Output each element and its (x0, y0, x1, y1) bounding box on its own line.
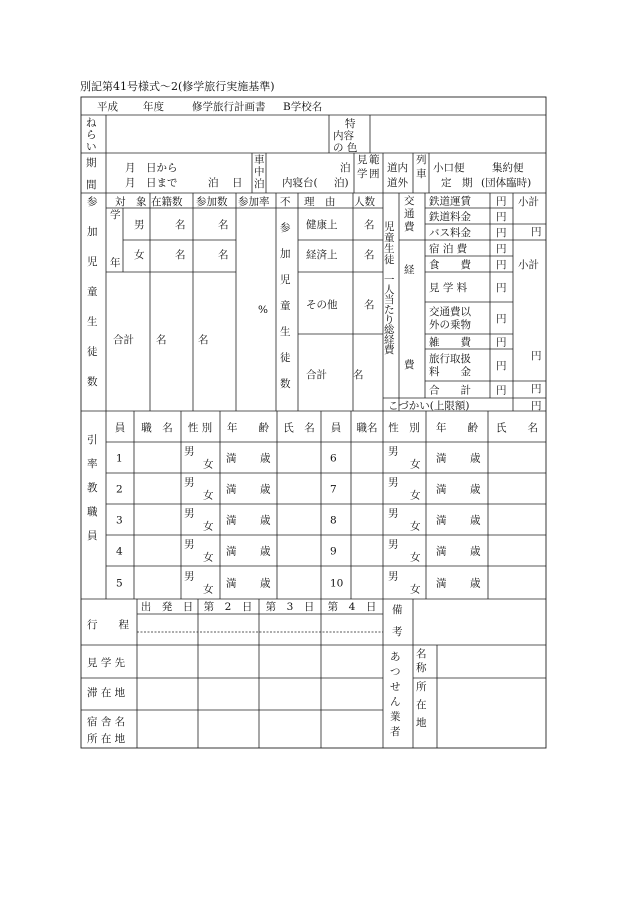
toriatsukai-ryokin-label: 旅行取扱 (429, 353, 471, 365)
shokei-yen: 円 (531, 226, 542, 238)
staff-male: 男 (388, 507, 399, 520)
staff-male: 男 (184, 445, 195, 458)
mei-label: 名 (175, 219, 186, 231)
total-label: 合計 (113, 334, 134, 346)
bus-ryokin-label: バス料金 (429, 227, 471, 239)
staff-female: 女 (410, 458, 421, 471)
shukuhaku-hi-label: 宿 泊 費 (429, 243, 468, 255)
nerai-label: ら (86, 129, 97, 141)
fusan-side-label: 数 (280, 378, 291, 390)
percent-label: % (258, 304, 268, 316)
staff-number: 7 (330, 483, 337, 496)
staff-header: 氏 名 (496, 422, 538, 434)
staff-age: 満 (436, 452, 447, 465)
staff-age: 満 (226, 545, 237, 558)
norimono-hi-label: 外の乗物 (429, 319, 471, 331)
sonota-label: その他 (306, 299, 338, 311)
fusan-side-label: 童 (280, 300, 291, 312)
itinerary-day-header: 第 2 日 (203, 601, 253, 613)
staff-sai: 歳 (470, 452, 481, 465)
tokushoku-label: 特 (345, 118, 356, 130)
staff-number: 1 (116, 452, 123, 465)
staff-female: 女 (203, 520, 214, 533)
staff-header: 氏 名 (283, 422, 315, 434)
school-name-label: B学校名 (283, 101, 323, 113)
zaiseki-header: 在籍数 (151, 196, 183, 208)
itinerary-day-header: 出 発 日 (140, 601, 194, 613)
fusan-side-label: 徒 (280, 352, 291, 364)
staff-side-label: 員 (87, 530, 98, 542)
sanka-side-label: 児 (87, 256, 98, 268)
hitori-side-label: 費 (384, 344, 395, 356)
gakunen-label: 年 (110, 257, 121, 269)
shokei-yen: 円 (531, 350, 542, 362)
kengaku-ryo-label: 見 学 料 (429, 282, 468, 294)
assen-label: つ (390, 666, 401, 678)
hani-label: 囲 (369, 168, 380, 180)
kikan-label: 間 (86, 179, 97, 191)
gyotei-label: 行 程 (87, 619, 129, 631)
staff-female: 女 (203, 551, 214, 564)
sanka-side-label: 参 (87, 196, 98, 208)
keihi-label: 費 (404, 359, 415, 371)
retsu-label: 車 (416, 168, 427, 180)
zappi-yen: 円 (496, 336, 507, 349)
shindai-haku-label: 泊) (334, 177, 349, 189)
staff-number: 2 (116, 483, 123, 496)
dantai-label: (団体臨時) (481, 177, 532, 189)
staff-number: 3 (116, 514, 123, 527)
mei-label: 名 (218, 249, 229, 261)
staff-header: 職 名 (141, 422, 173, 434)
female-label: 女 (134, 249, 145, 261)
staff-age: 満 (226, 452, 237, 465)
hitori-side-label: 経 (384, 334, 395, 346)
staff-male: 男 (184, 476, 195, 489)
fusan-side-label: 参 (280, 222, 291, 234)
date-from-label: 月 日から (125, 162, 178, 174)
jido-side-label: 徒 (384, 254, 395, 266)
fusan-side-label: 児 (280, 274, 291, 286)
shukusha-label: 宿 舎 名 (87, 716, 126, 728)
assen-label: せ (390, 681, 401, 693)
gakunen-label: 学 (110, 209, 121, 221)
assen-label: ん (390, 696, 401, 708)
kenko-label: 健康上 (306, 219, 338, 231)
heisei-label: 平成 (97, 101, 118, 113)
form-title: 別記第41号様式〜2(修学旅行実施基準) (80, 80, 275, 93)
staff-female: 女 (410, 583, 421, 596)
norimono-hi-label: 交通費以 (429, 306, 471, 318)
gokei-yen: 円 (496, 384, 507, 397)
donai-label: 道内 (387, 162, 408, 174)
tetsudo-ryokin-yen: 円 (496, 211, 507, 223)
toriatsukai-ryokin-yen: 円 (496, 360, 507, 372)
staff-sai: 歳 (260, 514, 271, 527)
koguchi-label: 小口便 (433, 162, 465, 174)
haku-label: 泊 (208, 177, 219, 189)
staff-male: 男 (184, 570, 195, 583)
taisho-header: 対 象 (115, 196, 147, 208)
kotsu-label: 費 (404, 221, 415, 233)
tetsudo-ryokin-label: 鉄道料金 (429, 211, 471, 223)
staff-number: 8 (330, 514, 337, 527)
staff-age: 満 (436, 514, 447, 527)
hitori-side-label: 一 (384, 274, 395, 286)
zappi-label: 雑 費 (429, 336, 471, 349)
sankaritsu-header: 参加率 (238, 196, 270, 208)
staff-age: 満 (436, 577, 447, 590)
staff-age: 満 (436, 545, 447, 558)
sanka-side-label: 徒 (87, 346, 98, 358)
shuyaku-label: 集約便 (492, 162, 524, 174)
staff-number: 4 (116, 545, 123, 558)
staff-header: 年 齢 (227, 422, 269, 434)
itinerary-day-header: 第 4 日 (327, 601, 377, 613)
hitori-side-label: り (384, 314, 395, 326)
sanka-header: 参加数 (196, 196, 228, 208)
meisho-label: 称 (416, 662, 427, 674)
nendo-label: 年度 (143, 101, 164, 113)
staff-sai: 歳 (470, 577, 481, 590)
staff-female: 女 (203, 583, 214, 596)
shoku-hi-label: 食 費 (429, 259, 471, 271)
mei-label: 名 (364, 299, 375, 311)
kengaku-label: 見 (357, 154, 368, 166)
staff-number: 9 (330, 545, 337, 558)
assen-label: 者 (390, 726, 401, 738)
staff-male: 男 (388, 538, 399, 551)
kengakusaki-label: 見 学 先 (87, 657, 126, 669)
staff-male: 男 (184, 507, 195, 520)
sanka-side-label: 数 (87, 376, 98, 388)
kozukai-label: こづかい(上限額) (388, 400, 470, 412)
sanka-side-label: 童 (87, 286, 98, 298)
mei-label: 名 (218, 219, 229, 231)
shachu-label: 泊 (254, 178, 265, 190)
staff-header: 年 齢 (436, 422, 478, 434)
tetsudo-unchin-yen: 円 (496, 195, 507, 208)
staff-male: 男 (184, 538, 195, 551)
kotsu-label: 交 (404, 195, 415, 207)
biko-label: 備 (392, 604, 403, 616)
itinerary-day-header: 第 3 日 (265, 601, 315, 613)
dogai-label: 道外 (387, 177, 408, 189)
staff-side-label: 率 (87, 458, 98, 470)
kengaku-label: 学 (357, 168, 368, 180)
norimono-hi-yen: 円 (496, 313, 507, 325)
staff-number: 10 (330, 577, 344, 590)
jido-side-label: 児 (384, 221, 395, 233)
tokushoku-label: の 色 (333, 142, 358, 154)
staff-female: 女 (203, 458, 214, 471)
assen-label: あ (390, 651, 401, 663)
staff-sai: 歳 (470, 545, 481, 558)
toriatsukai-ryokin-label: 料 金 (429, 366, 471, 378)
retsu-label: 列 (416, 154, 427, 166)
staff-male: 男 (388, 445, 399, 458)
meisho-label: 名 (416, 648, 427, 660)
kotsu-label: 通 (404, 208, 415, 220)
tokushoku-label: 内容 (333, 130, 354, 142)
staff-header: 性 別 (187, 422, 213, 434)
staff-female: 女 (203, 489, 214, 502)
keizai-label: 経済上 (306, 249, 338, 261)
ninzu-header: 人数 (354, 196, 375, 208)
staff-age: 満 (436, 483, 447, 496)
male-label: 男 (134, 219, 145, 231)
staff-sai: 歳 (470, 514, 481, 527)
shindai-label: 内寝台( (282, 177, 318, 189)
hitori-side-label: た (384, 304, 395, 316)
mei-label: 名 (156, 334, 167, 346)
hitori-side-label: 人 (384, 284, 395, 296)
biko-label: 考 (392, 626, 403, 638)
shozaichi-label2: 地 (416, 717, 427, 729)
nichi-label: 日 (232, 177, 243, 189)
nerai-label: い (86, 141, 97, 153)
shukuhaku-hi-yen: 円 (496, 243, 507, 255)
mei-label: 名 (364, 219, 375, 231)
hitori-side-label: 総 (384, 324, 395, 336)
keihi-label: 経 (404, 264, 415, 276)
fusan-side-label: 生 (280, 326, 291, 338)
staff-female: 女 (410, 489, 421, 502)
staff-age: 満 (226, 577, 237, 590)
staff-number: 5 (116, 577, 123, 590)
fusan-side-label: 不 (280, 196, 291, 208)
sanka-side-label: 加 (87, 226, 98, 238)
bus-ryokin-yen: 円 (496, 227, 507, 239)
staff-side-label: 職 (87, 506, 98, 518)
staff-side-label: 引 (87, 434, 98, 446)
nerai-label: ね (86, 117, 97, 129)
hitori-side-label: 当 (384, 294, 395, 306)
mei-label: 名 (198, 334, 209, 346)
shokei-label: 小計 (518, 259, 539, 271)
mei-label: 名 (364, 249, 375, 261)
haku-count-label: 泊 (340, 162, 351, 174)
shachu-label: 中 (254, 166, 265, 178)
riyu-header: 理 由 (304, 196, 336, 208)
staff-sai: 歳 (260, 545, 271, 558)
staff-header: 員 (114, 422, 126, 434)
sanka-side-label: 生 (87, 316, 98, 328)
staff-male: 男 (388, 570, 399, 583)
staff-male: 男 (388, 476, 399, 489)
staff-header: 性 別 (388, 422, 420, 434)
shokei-label: 小計 (518, 196, 539, 208)
jido-side-label: 生 (384, 243, 395, 255)
staff-sai: 歳 (470, 483, 481, 496)
staff-header: 職名 (356, 422, 378, 434)
jido-side-label: 童 (384, 232, 395, 244)
fusan-side-label: 加 (280, 248, 291, 260)
taizaichi-label: 滞 在 地 (87, 687, 126, 699)
shozaichi-label2: 在 (416, 699, 427, 711)
plan-title: 修学旅行計画書 (192, 101, 266, 113)
staff-female: 女 (410, 520, 421, 533)
tetsudo-unchin-label: 鉄道運賃 (429, 195, 471, 208)
mei-label: 名 (175, 249, 186, 261)
shoku-hi-yen: 円 (496, 259, 507, 271)
staff-header: 員 (330, 422, 342, 434)
teiki-label: 定 期 (441, 177, 473, 189)
shachu-label: 車 (254, 154, 265, 166)
staff-female: 女 (410, 551, 421, 564)
gokei-yen: 円 (531, 383, 542, 395)
assen-label: 業 (390, 711, 401, 723)
staff-side-label: 教 (87, 482, 98, 494)
staff-number: 6 (330, 452, 337, 465)
gokei-label: 合 計 (429, 384, 471, 397)
staff-sai: 歳 (260, 483, 271, 496)
staff-sai: 歳 (260, 452, 271, 465)
staff-age: 満 (226, 483, 237, 496)
kikan-label: 期 (86, 157, 97, 169)
shozaichi-label: 所 在 地 (87, 733, 126, 745)
shozaichi-label2: 所 (416, 681, 427, 693)
hani-label: 範 (369, 154, 380, 166)
mei-label: 名 (353, 369, 364, 381)
kengaku-ryo-yen: 円 (496, 282, 507, 294)
gokei-label: 合計 (306, 369, 327, 381)
staff-sai: 歳 (260, 577, 271, 590)
kozukai-yen: 円 (531, 400, 542, 412)
date-to-label: 月 日まで (125, 177, 178, 189)
staff-age: 満 (226, 514, 237, 527)
